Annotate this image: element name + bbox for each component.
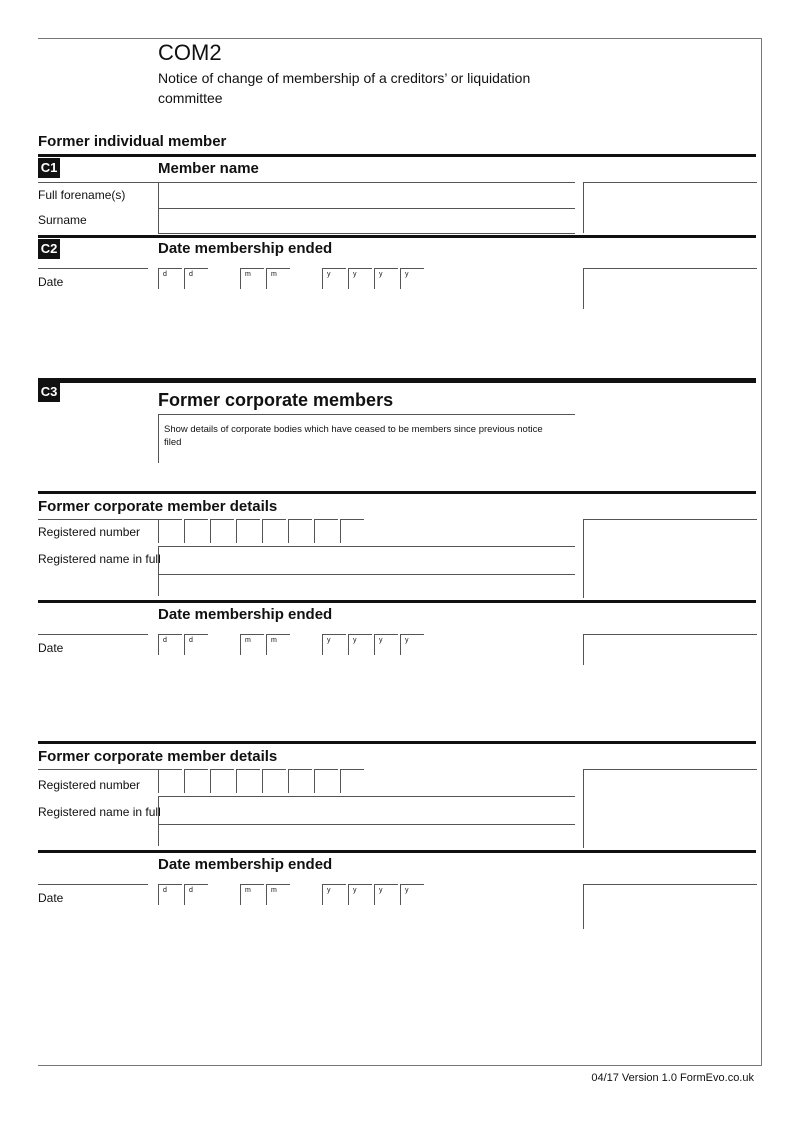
date-cell[interactable]: y bbox=[374, 634, 398, 655]
c2-title: Date membership ended bbox=[158, 240, 333, 257]
rule bbox=[38, 519, 178, 520]
reg-number-cell[interactable] bbox=[288, 519, 312, 543]
corporate-details-heading: Former corporate member details bbox=[38, 748, 278, 765]
reg-name-label: Registered name in full bbox=[38, 552, 161, 566]
surname-label: Surname bbox=[38, 213, 87, 227]
date-cell[interactable]: m bbox=[266, 884, 290, 905]
date-cell[interactable]: d bbox=[184, 634, 208, 655]
side-note-box bbox=[583, 519, 757, 598]
rule bbox=[158, 414, 159, 463]
date-label: Date bbox=[38, 891, 64, 905]
c3-badge: C3 bbox=[38, 382, 60, 402]
reg-number-cell[interactable] bbox=[340, 519, 364, 543]
rule bbox=[38, 884, 148, 885]
form-code: COM2 bbox=[158, 40, 222, 65]
date-cell[interactable]: d bbox=[184, 268, 208, 289]
corporate-date-title: Date membership ended bbox=[158, 606, 333, 623]
date-cell[interactable]: y bbox=[400, 268, 424, 289]
footer-version: 04/17 Version 1.0 FormEvo.co.uk bbox=[591, 1072, 754, 1084]
reg-number-label: Registered number bbox=[38, 525, 141, 539]
rule bbox=[158, 414, 575, 415]
individual-heading: Former individual member bbox=[38, 133, 227, 150]
date-cell[interactable]: m bbox=[240, 634, 264, 655]
date-cell[interactable]: m bbox=[240, 884, 264, 905]
date-cell[interactable]: y bbox=[400, 634, 424, 655]
bottom-rule bbox=[38, 1065, 762, 1066]
reg-name-input-1[interactable] bbox=[158, 546, 575, 575]
reg-number-cell[interactable] bbox=[158, 519, 182, 543]
reg-name-input-1[interactable] bbox=[158, 796, 575, 825]
date-cell[interactable]: y bbox=[348, 884, 372, 905]
section-rule bbox=[38, 154, 756, 157]
right-rule bbox=[761, 38, 762, 1066]
c3-title: Former corporate members bbox=[158, 390, 394, 410]
c3-note: Show details of corporate bodies which have ceased to be members since previous notice filed bbox=[164, 424, 543, 448]
date-cell[interactable]: y bbox=[348, 634, 372, 655]
rule bbox=[38, 769, 178, 770]
date-cell[interactable]: y bbox=[374, 268, 398, 289]
section-rule bbox=[38, 741, 756, 744]
reg-number-cell[interactable] bbox=[158, 769, 182, 793]
date-cell[interactable]: d bbox=[158, 268, 182, 289]
section-rule bbox=[38, 600, 756, 603]
date-cell[interactable]: d bbox=[158, 884, 182, 905]
reg-name-input-2[interactable] bbox=[158, 574, 575, 596]
side-note-box bbox=[583, 182, 757, 233]
side-note-box bbox=[583, 268, 757, 309]
c2-badge: C2 bbox=[38, 239, 60, 259]
form-title: Notice of change of membership of a creditors’ or liquidation committee bbox=[158, 70, 531, 106]
corporate-details-heading: Former corporate member details bbox=[38, 498, 278, 515]
section-rule bbox=[38, 378, 756, 383]
rule bbox=[38, 268, 148, 269]
section-rule bbox=[38, 491, 756, 494]
date-cell[interactable]: y bbox=[400, 884, 424, 905]
side-note-box bbox=[583, 769, 757, 848]
reg-number-cell[interactable] bbox=[236, 769, 260, 793]
reg-number-cell[interactable] bbox=[236, 519, 260, 543]
reg-number-cell[interactable] bbox=[314, 769, 338, 793]
side-note-box bbox=[583, 634, 757, 665]
c1-badge: C1 bbox=[38, 158, 60, 178]
date-cell[interactable]: d bbox=[184, 884, 208, 905]
reg-name-input-2[interactable] bbox=[158, 824, 575, 846]
surname-input[interactable] bbox=[158, 208, 575, 234]
date-cell[interactable]: y bbox=[374, 884, 398, 905]
reg-number-label: Registered number bbox=[38, 778, 141, 792]
date-cell[interactable]: m bbox=[240, 268, 264, 289]
c1-title: Member name bbox=[158, 160, 259, 177]
reg-number-cell[interactable] bbox=[184, 769, 208, 793]
reg-name-label: Registered name in full bbox=[38, 805, 161, 819]
date-cell[interactable]: d bbox=[158, 634, 182, 655]
date-cell[interactable]: y bbox=[348, 268, 372, 289]
date-cell[interactable]: y bbox=[322, 634, 346, 655]
top-rule bbox=[38, 38, 762, 39]
reg-number-cell[interactable] bbox=[288, 769, 312, 793]
rule bbox=[38, 634, 148, 635]
reg-number-cell[interactable] bbox=[262, 519, 286, 543]
reg-number-cell[interactable] bbox=[210, 769, 234, 793]
date-cell[interactable]: y bbox=[322, 268, 346, 289]
reg-number-cell[interactable] bbox=[262, 769, 286, 793]
forename-input[interactable] bbox=[158, 182, 575, 209]
date-cell[interactable]: m bbox=[266, 268, 290, 289]
forename-label: Full forename(s) bbox=[38, 188, 126, 202]
side-note-box bbox=[583, 884, 757, 929]
date-label: Date bbox=[38, 275, 64, 289]
reg-number-cell[interactable] bbox=[340, 769, 364, 793]
section-rule bbox=[38, 235, 756, 238]
reg-number-cell[interactable] bbox=[184, 519, 208, 543]
date-cell[interactable]: y bbox=[322, 884, 346, 905]
date-label: Date bbox=[38, 641, 64, 655]
reg-number-cell[interactable] bbox=[314, 519, 338, 543]
section-rule bbox=[38, 850, 756, 853]
corporate-date-title: Date membership ended bbox=[158, 856, 333, 873]
date-cell[interactable]: m bbox=[266, 634, 290, 655]
reg-number-cell[interactable] bbox=[210, 519, 234, 543]
